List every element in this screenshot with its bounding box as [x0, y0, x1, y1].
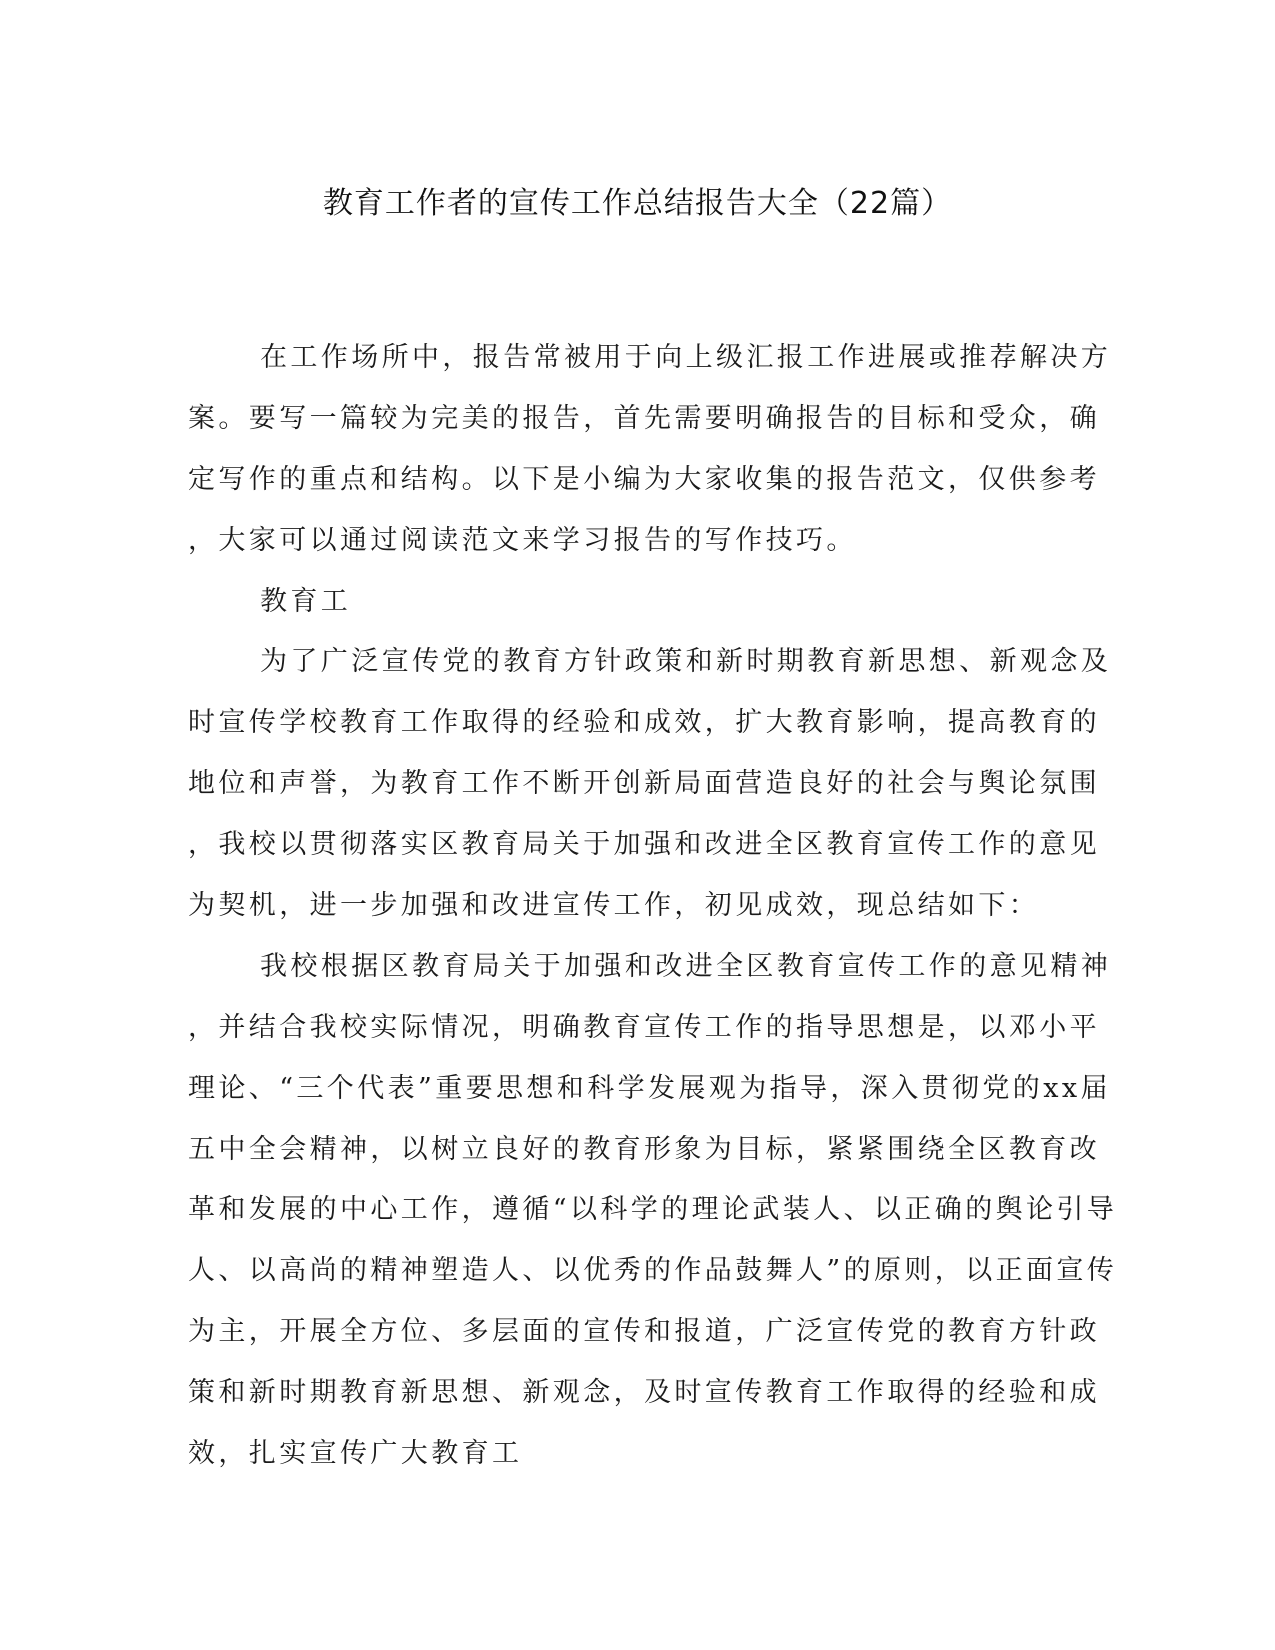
document-title: 教育工作者的宣传工作总结报告大全（22篇）: [322, 186, 953, 221]
paragraph-line: 革和发展的中心工作，遵循“以科学的理论武装人、以正确的舆论引导: [188, 1194, 1118, 1226]
paragraph-line: 地位和声誉，为教育工作不断开创新局面营造良好的社会与舆论氛围: [188, 768, 1100, 800]
paragraph-line: 理论、“三个代表”重要思想和科学发展观为指导，深入贯彻党的xx届: [188, 1072, 1111, 1104]
paragraph-line: 为了广泛宣传党的教育方针政策和新时期教育新思想、新观念及: [260, 646, 1112, 678]
paragraph-line: 在工作场所中，报告常被用于向上级汇报工作进展或推荐解决方: [260, 342, 1112, 373]
paragraph-line: ，并结合我校实际情况，明确教育宣传工作的指导思想是，以邓小平: [188, 1011, 1100, 1043]
paragraph-line: ，我校以贯彻落实区教育局关于加强和改进全区教育宣传工作的意见: [188, 829, 1100, 861]
document-body: [188, 328, 1118, 1485]
paragraph-line: 时宣传学校教育工作取得的经验和成效，扩大教育影响，提高教育的: [188, 707, 1100, 739]
paragraph-line: 效，扎实宣传广大教育工: [188, 1438, 523, 1470]
paragraph-line: 人、以高尚的精神塑造人、以优秀的作品鼓舞人”的原则，以正面宣传: [188, 1255, 1118, 1287]
paragraph-line: 教育工: [260, 585, 352, 617]
paragraph-line: 策和新时期教育新思想、新观念，及时宣传教育工作取得的经验和成: [188, 1377, 1100, 1409]
paragraph-line: 为契机，进一步加强和改进宣传工作，初见成效，现总结如下：: [188, 890, 1040, 922]
paragraph-line: ，大家可以通过阅读范文来学习报告的写作技巧。: [188, 524, 857, 556]
paragraph-line: 五中全会精神，以树立良好的教育形象为目标，紧紧围绕全区教育改: [188, 1133, 1100, 1165]
paragraph-line: 案。要写一篇较为完美的报告，首先需要明确报告的目标和受众，确: [188, 402, 1100, 434]
paragraph-line: 我校根据区教育局关于加强和改进全区教育宣传工作的意见精神: [260, 950, 1112, 982]
paragraph-line: 定写作的重点和结构。以下是小编为大家收集的报告范文，仅供参考: [188, 463, 1100, 495]
paragraph-line: 为主，开展全方位、多层面的宣传和报道，广泛宣传党的教育方针政: [188, 1316, 1100, 1348]
